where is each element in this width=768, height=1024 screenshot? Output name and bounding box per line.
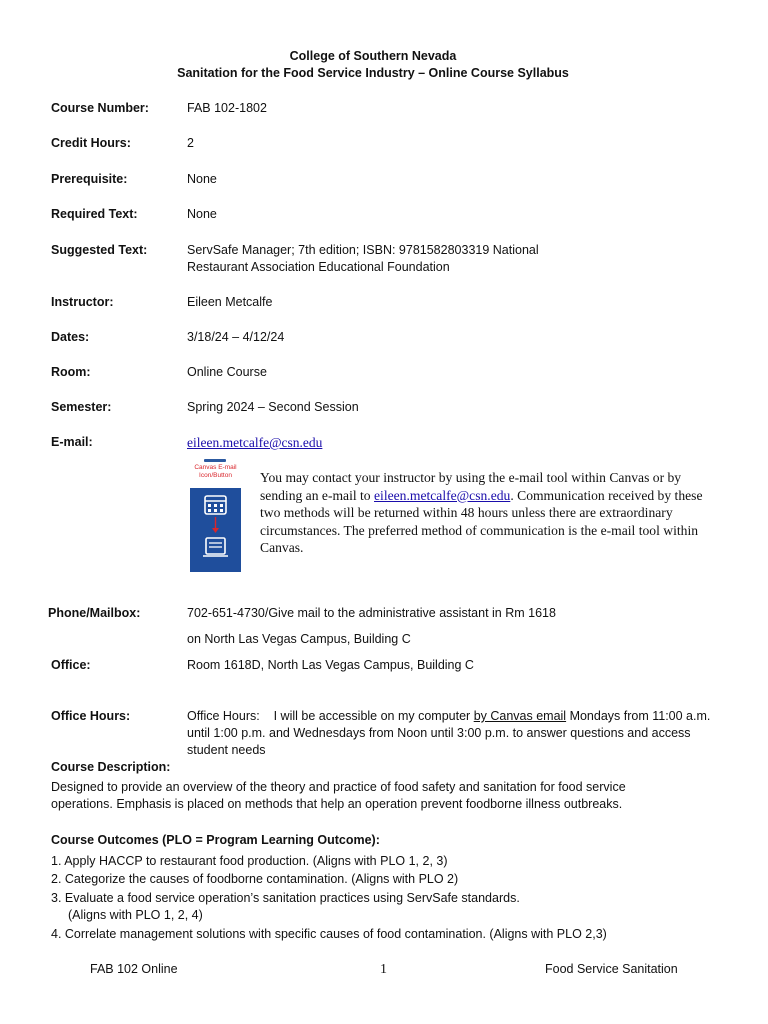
field-value: Room 1618D, North Las Vegas Campus, Building C (187, 658, 474, 672)
email-value-wrap (187, 434, 727, 452)
canvas-email-label: Canvas E-mail Icon/Button (194, 464, 237, 479)
course-outcomes-heading: Course Outcomes (PLO = Program Learning Outcome): (51, 833, 380, 847)
contact-text-after: . Communication received by these two methods will be returned within 48 hours unless there are extraordinary circumstances. The preferred method of communication is the e-mail tool within Canvas. (260, 487, 703, 555)
footer-right: Food Service Sanitation (545, 962, 678, 976)
field-label: E-mail: (51, 435, 93, 449)
contact-email-link[interactable]: eileen.metcalfe@csn.edu (374, 487, 511, 503)
email-link[interactable]: eileen.metcalfe@csn.edu (187, 435, 323, 450)
canvas-email-link[interactable]: by Canvas email (473, 709, 567, 723)
contact-paragraph (260, 469, 720, 557)
course-description-text: Designed to provide an overview of the theory and practice of food safety and sanitation for food service operations. Emphasis is placed on methods that help an operation prevent foodborne illness outbreaks. (51, 780, 626, 811)
field-label: Phone/Mailbox: (48, 606, 141, 620)
footer-left: FAB 102 Online (90, 962, 178, 976)
list-item: (Aligns with PLO 1, 2, 4) (68, 908, 203, 922)
field-value: FAB 102-1802 (187, 101, 267, 115)
canvas-email-graphic (190, 458, 241, 572)
field-label: Office Hours: (51, 709, 131, 723)
field-value: 2 (187, 136, 194, 150)
field-label: Suggested Text: (51, 243, 148, 257)
field-label: Semester: (51, 400, 112, 414)
field-value: Spring 2024 – Second Session (187, 400, 359, 414)
contact-text-before: You may contact your instructor by using the e-mail tool within Canvas or by sending an e-mail to (260, 470, 682, 503)
field-label: Required Text: (51, 207, 138, 221)
field-label: Room: (51, 365, 91, 379)
list-item: 2. Categorize the causes of foodborne contamination. (Aligns with PLO 2) (51, 872, 459, 886)
field-label: Dates: (51, 330, 90, 344)
page-number: 1 (380, 962, 387, 977)
office-hours-suffix: Mondays from 11:00 a.m. until 1:00 p.m. and Wednesdays from Noon until 3:00 p.m. to answer questions and access student needs (187, 709, 711, 757)
field-value: 3/18/24 – 4/12/24 (187, 330, 285, 344)
field-value: Online Course (187, 365, 267, 379)
list-item: 4. Correlate management solutions with specific causes of food contamination. (Aligns with PLO 2,3) (51, 927, 607, 941)
inbox-icon (190, 488, 241, 572)
field-label: Office: (51, 658, 91, 672)
field-label: Prerequisite: (51, 172, 128, 186)
field-label: Course Number: (51, 101, 149, 115)
canvas-label-area (190, 458, 241, 488)
list-item: 1. Apply HACCP to restaurant food production. (Aligns with PLO 1, 2, 3) (51, 854, 448, 868)
canvas-bar-icon (204, 459, 226, 462)
list-item: 3. Evaluate a food service operation’s sanitation practices using ServSafe standards. (51, 891, 520, 905)
phone-line-2: on North Las Vegas Campus, Building C (187, 632, 411, 646)
field-value: Eileen Metcalfe (187, 295, 273, 309)
phone-line-1: 702-651-4730/Give mail to the administrative assistant in Rm 1618 (187, 606, 556, 620)
office-hours-value (187, 708, 722, 759)
field-value: ServSafe Manager; 7th edition; ISBN: 9781582803319 National Restaurant Association Educational Foundation (187, 243, 539, 274)
phone-value (187, 605, 727, 648)
syllabus-title: Sanitation for the Food Service Industry – Online Course Syllabus (177, 66, 569, 80)
field-label: Credit Hours: (51, 136, 131, 150)
college-name: College of Southern Nevada (289, 49, 457, 63)
canvas-icon-panel (190, 488, 241, 572)
field-value: None (187, 172, 217, 186)
office-hours-prefix: Office Hours: I will be accessible on my computer (187, 709, 474, 723)
field-value: None (187, 207, 217, 221)
course-description-heading: Course Description: (51, 760, 171, 774)
field-label: Instructor: (51, 295, 114, 309)
